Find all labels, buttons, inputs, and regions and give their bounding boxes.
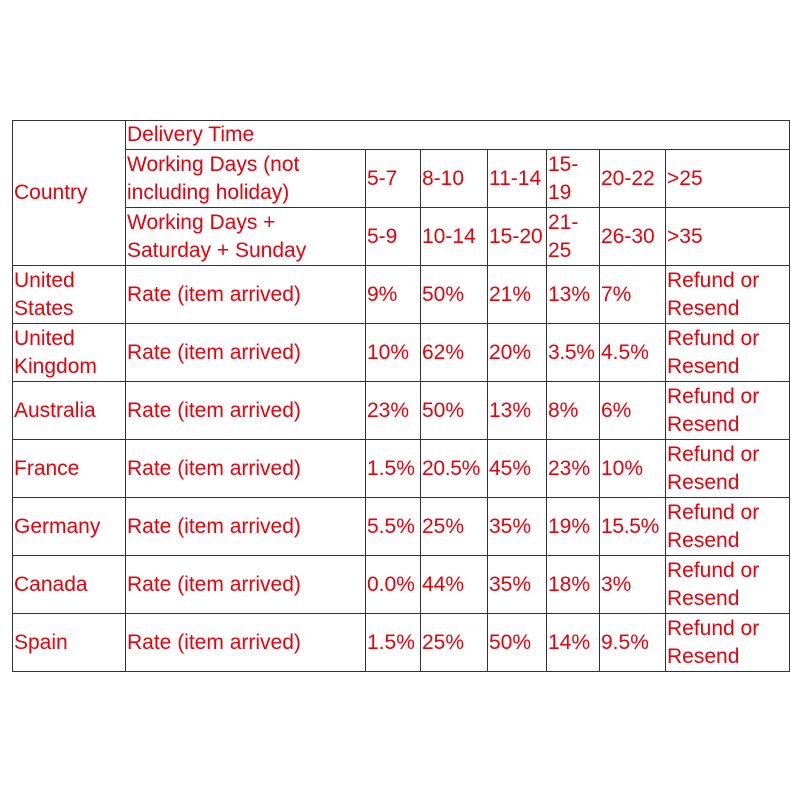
weekend-days-range: 26-30 [600,208,666,266]
weekend-days-range: 10-14 [421,208,488,266]
country-cell: Australia [13,382,126,440]
weekend-days-label: Working Days + Saturday + Sunday [126,208,366,266]
rate-cell: 14% [547,614,600,672]
rate-cell: 50% [421,382,488,440]
rate-cell: 20.5% [421,440,488,498]
table-row [13,382,790,440]
rate-cell: 13% [547,266,600,324]
rate-cell: 15.5% [600,498,666,556]
rate-cell: 4.5% [600,324,666,382]
metric-cell: Rate (item arrived) [126,382,366,440]
country-cell: Spain [13,614,126,672]
working-days-range: >25 [666,150,790,208]
rate-cell: 0.0% [366,556,421,614]
rate-cell: 25% [421,498,488,556]
refund-cell: Refund or Resend [666,498,790,556]
working-days-label: Working Days (not including holiday) [126,150,366,208]
refund-cell: Refund or Resend [666,440,790,498]
table-row [13,614,790,672]
rate-cell: 62% [421,324,488,382]
rate-cell: 50% [421,266,488,324]
refund-cell: Refund or Resend [666,382,790,440]
delivery-time-header: Delivery Time [126,121,790,150]
rate-cell: 9.5% [600,614,666,672]
rate-cell: 3% [600,556,666,614]
delivery-time-table [12,120,790,672]
rate-cell: 10% [366,324,421,382]
country-cell: United States [13,266,126,324]
rate-cell: 35% [488,498,547,556]
rate-cell: 45% [488,440,547,498]
rate-cell: 13% [488,382,547,440]
rate-cell: 25% [421,614,488,672]
rate-cell: 21% [488,266,547,324]
rate-cell: 9% [366,266,421,324]
table-row [13,440,790,498]
rate-cell: 10% [600,440,666,498]
header-row-delivery-time [13,121,790,150]
refund-cell: Refund or Resend [666,614,790,672]
refund-cell: Refund or Resend [666,556,790,614]
rate-cell: 35% [488,556,547,614]
rate-cell: 19% [547,498,600,556]
working-days-range: 20-22 [600,150,666,208]
rate-cell: 1.5% [366,614,421,672]
rate-cell: 6% [600,382,666,440]
refund-cell: Refund or Resend [666,266,790,324]
table-row [13,556,790,614]
working-days-range: 5-7 [366,150,421,208]
country-cell: France [13,440,126,498]
rate-cell: 50% [488,614,547,672]
metric-cell: Rate (item arrived) [126,498,366,556]
header-row-working-days [13,150,790,208]
table-row [13,498,790,556]
country-cell: Germany [13,498,126,556]
rate-cell: 23% [366,382,421,440]
rate-cell: 5.5% [366,498,421,556]
metric-cell: Rate (item arrived) [126,266,366,324]
rate-cell: 20% [488,324,547,382]
weekend-days-range: >35 [666,208,790,266]
country-cell: United Kingdom [13,324,126,382]
metric-cell: Rate (item arrived) [126,440,366,498]
header-row-weekend-days [13,208,790,266]
weekend-days-range: 15-20 [488,208,547,266]
working-days-range: 8-10 [421,150,488,208]
metric-cell: Rate (item arrived) [126,614,366,672]
working-days-range: 15-19 [547,150,600,208]
table-row [13,266,790,324]
country-cell: Canada [13,556,126,614]
rate-cell: 44% [421,556,488,614]
weekend-days-range: 5-9 [366,208,421,266]
rate-cell: 7% [600,266,666,324]
metric-cell: Rate (item arrived) [126,324,366,382]
country-header: Country [13,121,126,266]
working-days-range: 11-14 [488,150,547,208]
table-row [13,324,790,382]
weekend-days-range: 21-25 [547,208,600,266]
rate-cell: 1.5% [366,440,421,498]
metric-cell: Rate (item arrived) [126,556,366,614]
rate-cell: 18% [547,556,600,614]
rate-cell: 23% [547,440,600,498]
rate-cell: 3.5% [547,324,600,382]
refund-cell: Refund or Resend [666,324,790,382]
rate-cell: 8% [547,382,600,440]
